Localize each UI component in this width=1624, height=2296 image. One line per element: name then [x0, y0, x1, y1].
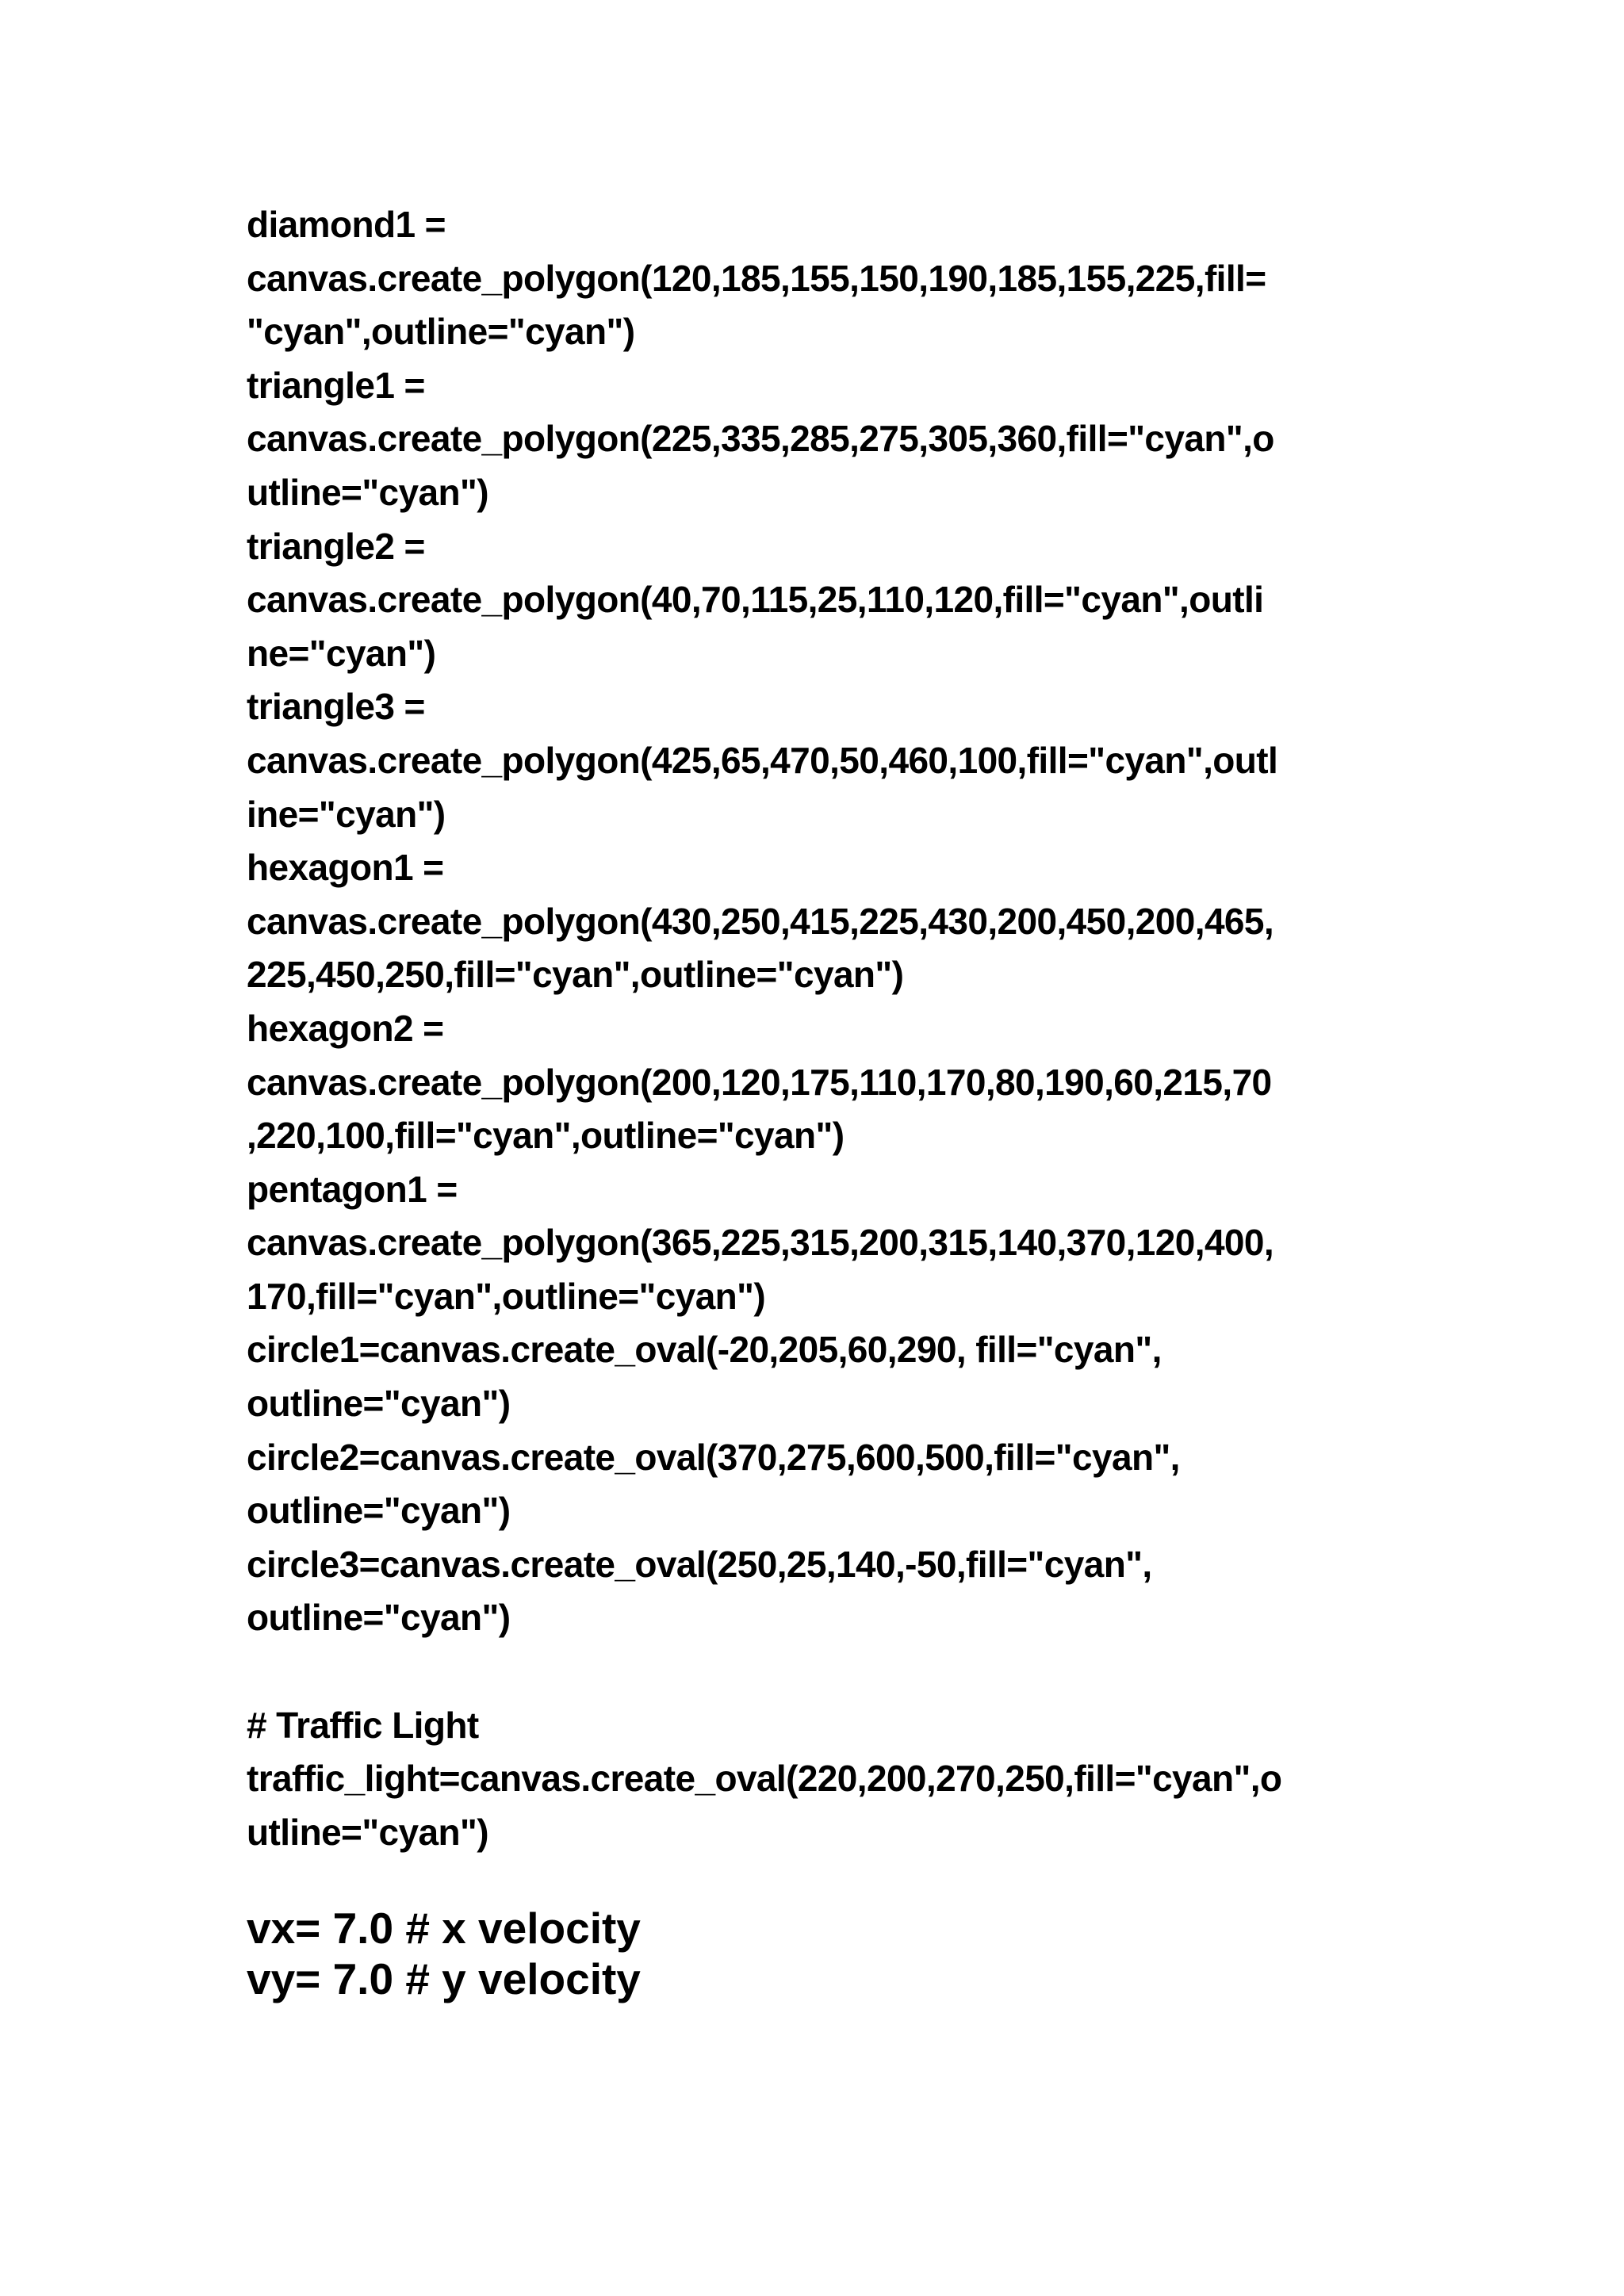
- code-line: hexagon1 =: [247, 847, 444, 889]
- code-line: hexagon2 =: [247, 1007, 444, 1049]
- code-line: pentagon1 =: [247, 1168, 458, 1210]
- code-line: circle2=canvas.create_oval(370,275,600,500,fill="cyan",: [247, 1436, 1180, 1478]
- code-line: canvas.create_polygon(40,70,115,25,110,120,fill="cyan",outli: [247, 579, 1264, 621]
- code-line: triangle3 =: [247, 686, 425, 728]
- code-line: circle3=canvas.create_oval(250,25,140,-50,fill="cyan",: [247, 1543, 1152, 1585]
- code-line: diamond1 =: [247, 204, 446, 245]
- code-line: circle1=canvas.create_oval(-20,205,60,290, fill="cyan",: [247, 1329, 1162, 1371]
- code-line: outline="cyan"): [247, 1490, 511, 1532]
- code-line: ine="cyan"): [247, 793, 446, 835]
- code-line: ,220,100,fill="cyan",outline="cyan"): [247, 1115, 845, 1157]
- code-line: canvas.create_polygon(120,185,155,150,190,185,155,225,fill=: [247, 257, 1266, 299]
- code-line: canvas.create_polygon(200,120,175,110,170,80,190,60,215,70: [247, 1061, 1272, 1103]
- traffic-light-code-line: utline="cyan"): [247, 1811, 488, 1853]
- code-line: "cyan",outline="cyan"): [247, 311, 635, 353]
- code-line: 170,fill="cyan",outline="cyan"): [247, 1275, 766, 1317]
- traffic-light-code-line: traffic_light=canvas.create_oval(220,200,270,250,fill="cyan",o: [247, 1758, 1282, 1800]
- code-line: canvas.create_polygon(225,335,285,275,305,360,fill="cyan",o: [247, 418, 1274, 460]
- shape-code-block: [247, 198, 1404, 1859]
- code-line: triangle1 =: [247, 364, 425, 406]
- traffic-light-comment: # Traffic Light: [247, 1704, 479, 1746]
- code-line: 225,450,250,fill="cyan",outline="cyan"): [247, 954, 904, 996]
- code-line: utline="cyan"): [247, 471, 488, 513]
- code-line: canvas.create_polygon(425,65,470,50,460,100,fill="cyan",outl: [247, 739, 1278, 781]
- code-line: ne="cyan"): [247, 632, 436, 674]
- blank-line: [247, 1645, 1404, 1699]
- code-line: canvas.create_polygon(365,225,315,200,315,140,370,120,400,: [247, 1222, 1274, 1264]
- code-line: outline="cyan"): [247, 1383, 511, 1425]
- code-line: outline="cyan"): [247, 1597, 511, 1639]
- y-velocity-line: vy= 7.0 # y velocity: [247, 1954, 641, 2003]
- code-line: triangle2 =: [247, 525, 425, 567]
- x-velocity-line: vx= 7.0 # x velocity: [247, 1904, 641, 1953]
- velocity-block: [247, 1903, 1404, 2004]
- code-line: canvas.create_polygon(430,250,415,225,430,200,450,200,465,: [247, 900, 1274, 942]
